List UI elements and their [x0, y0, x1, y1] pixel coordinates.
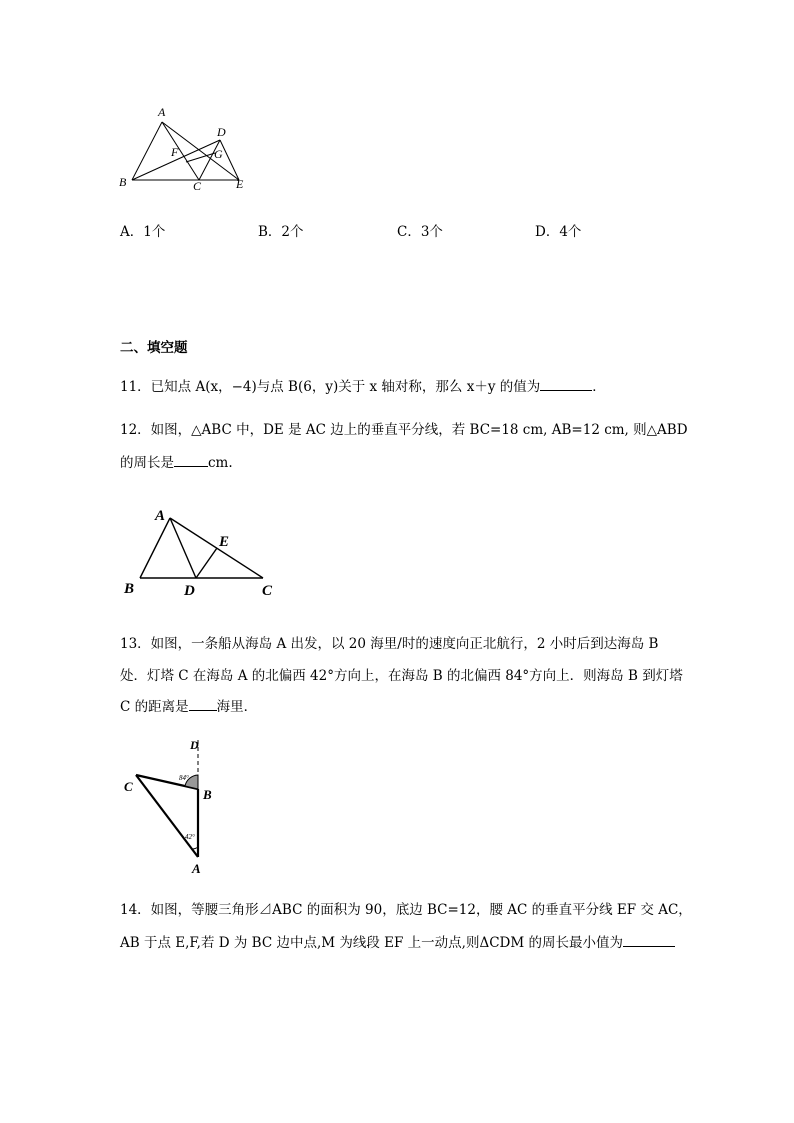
q13-answer-blank[interactable] [189, 696, 217, 711]
fig1-label-d: D [217, 125, 226, 139]
choice-d: D．4个 [535, 224, 582, 240]
fig2-label-c: C [262, 583, 273, 599]
choice-c: C．3个 [397, 224, 443, 240]
fig1-label-c: C [193, 179, 202, 193]
fig2-label-b: B [124, 581, 135, 597]
fig1-label-f: F [171, 145, 179, 159]
q14-answer-blank[interactable] [623, 932, 675, 947]
fig3-label-d: D [190, 738, 199, 752]
fig2-label-d: D [184, 583, 195, 599]
question-11 [120, 376, 606, 397]
question-14-line1: 14．如图，等腰三角形⊿ABC 的面积为 90，底边 BC=12，腰 AC 的垂直平分线 EF 交 AC， [120, 902, 692, 918]
q11-end: ． [592, 379, 606, 395]
question-14-line2 [120, 932, 675, 953]
q12-post: cm. [208, 455, 233, 471]
fig1-label-g: G [214, 147, 223, 161]
q12-answer-blank[interactable] [174, 452, 208, 467]
fig1-label-a: A [158, 105, 166, 119]
question-13-line1: 13．如图，一条船从海岛 A 出发，以 20 海里/时的速度向正北航行，2 小时后到达海岛 B [120, 636, 659, 652]
fig3-label-c: C [124, 779, 133, 794]
question-12-line2 [120, 452, 233, 473]
choice-b: B．2个 [258, 224, 304, 240]
q13-post: 海里． [216, 699, 258, 715]
q11-text: 11．已知点 A(x，−4)与点 B(6，y)关于 x 轴对称，那么 x＋y 的值为 [120, 379, 541, 395]
choice-a: A．1个 [120, 224, 166, 240]
figure-triangles-abcde [112, 100, 262, 195]
fig3-label-a: A [192, 861, 201, 876]
question-13-line2: 处．灯塔 C 在海岛 A 的北偏西 42°方向上，在海岛 B 的北偏西 84°方向上．则海岛 B 到灯塔 [120, 668, 683, 684]
fig1-label-b: B [119, 175, 127, 189]
q13-pre: C 的距离是 [120, 699, 189, 715]
q14-text: AB 于点 E,F,若 D 为 BC 边中点,M 为线段 EF 上一动点,则ΔCDM 的周长最小值为 [120, 935, 623, 951]
q11-answer-blank[interactable] [540, 376, 592, 391]
fig1-label-e: E [236, 177, 244, 191]
question-13-line3 [120, 696, 257, 717]
fig3-label-b: B [203, 787, 212, 802]
fig3-angle-84: 84° [179, 774, 189, 782]
fig2-label-a: A [155, 508, 166, 524]
figure-bearing-triangle [118, 735, 228, 880]
fig2-label-e: E [219, 534, 230, 550]
question-12-line1: 12．如图，△ABC 中，DE 是 AC 边上的垂直平分线，若 BC=18 cm, AB=12 cm, 则△ABD [120, 422, 688, 438]
figure-triangle-abc-de [115, 500, 290, 605]
section-title: 二、填空题 [120, 340, 188, 356]
fig3-angle-42: 42° [185, 833, 195, 841]
q12-pre: 的周长是 [120, 455, 174, 471]
